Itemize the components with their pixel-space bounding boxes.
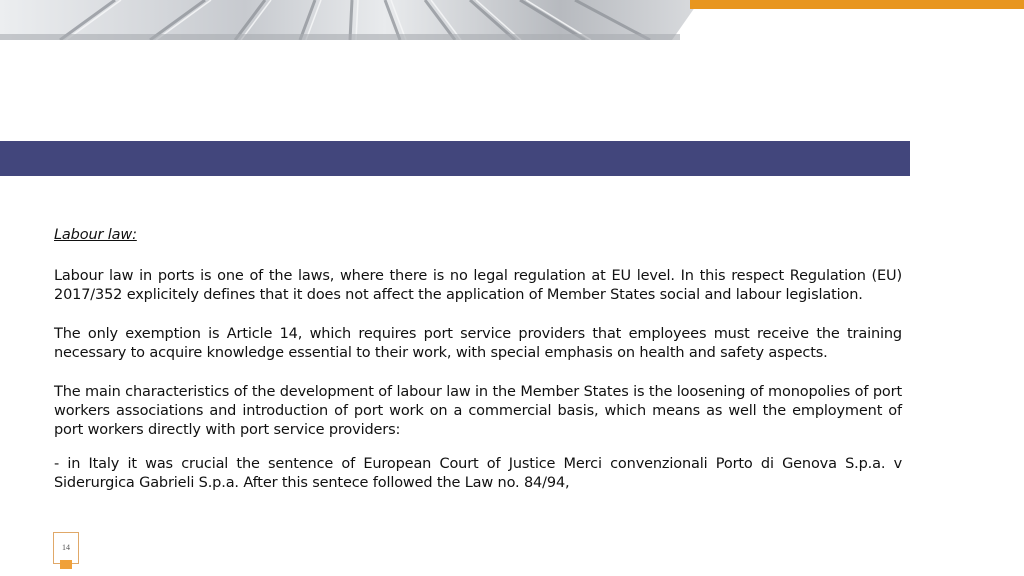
section-heading: Labour law: (54, 227, 137, 243)
accent-bar (690, 0, 1024, 9)
page-number: 14 (53, 532, 79, 564)
paragraph-2: The only exemption is Article 14, which requires port service providers that employees must receive the training necessary to acquire knowledge essential to their work, with special emphasis on health and safety aspects. (54, 326, 902, 361)
page-number-tab (60, 560, 72, 569)
paragraph-3: The main characteristics of the development of labour law in the Member States is the loosening of monopolies of port workers associations and introduction of port work on a commercial basis, which means as well the employment of port workers directly with port service providers: (54, 384, 902, 438)
title-bar (0, 141, 910, 176)
slide-content (54, 226, 902, 493)
paragraph-1: Labour law in ports is one of the laws, where there is no legal regulation at EU level. In this respect Regulation (EU) 2017/352 explicitely defines that it does not affect the application of Member States social and labour legislation. (54, 268, 902, 303)
header-architecture-image (0, 0, 700, 40)
paragraph-4: - in Italy it was crucial the sentence of European Court of Justice Merci convenzionali Porto di Genova S.p.a. v Siderurgica Gabrieli S.p.a. After this sentece followed the Law no. 84/94, (54, 456, 902, 491)
